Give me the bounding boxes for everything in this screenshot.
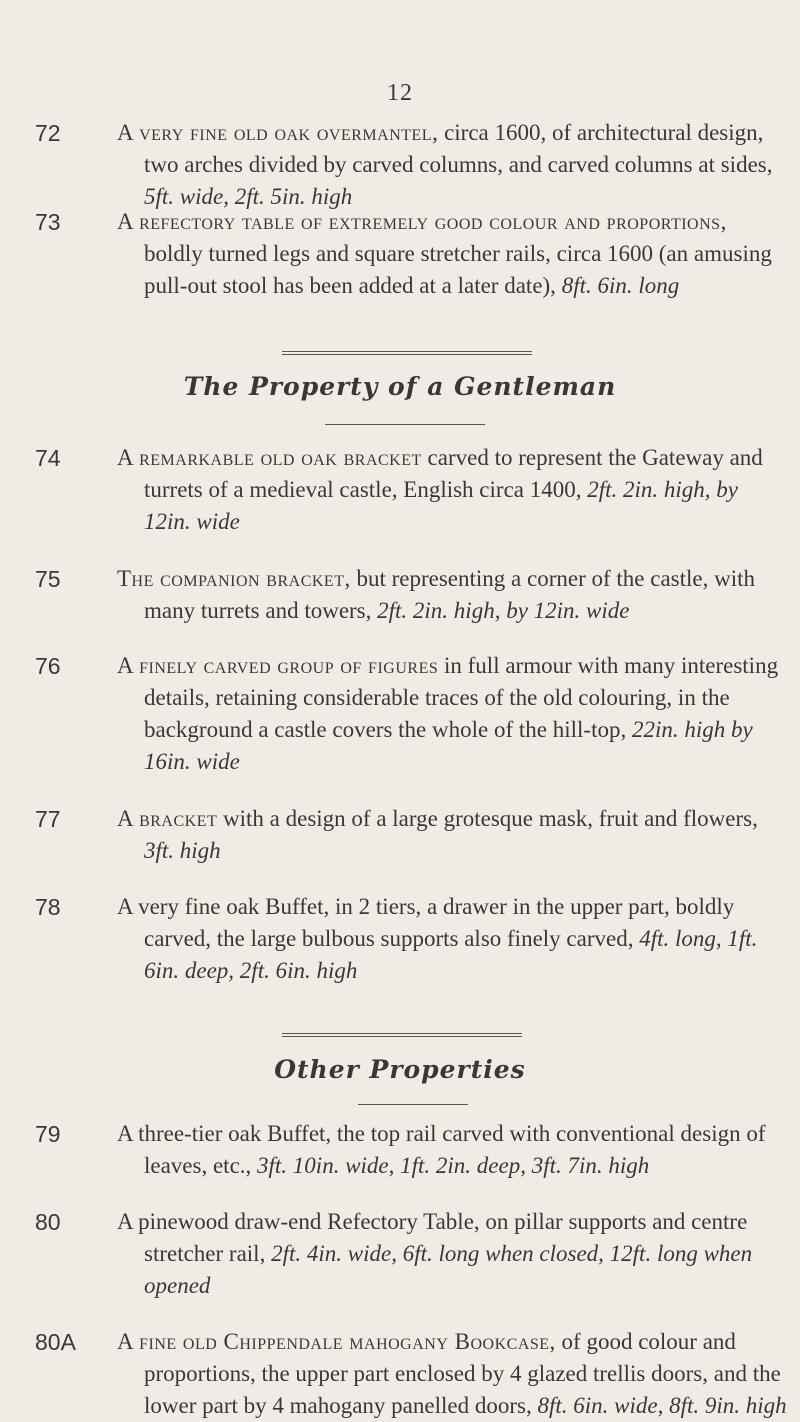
lot-title: A three-tier oak Buffet, (117, 1121, 332, 1146)
lot-description (117, 442, 787, 538)
lot-detail: in 2 tiers, a drawer in the upper part, boldly carved, the large bulbous supports also finely carved, (144, 894, 735, 951)
lot-dimensions: 8ft. 6in. wide, 8ft. 9in. high (531, 1393, 787, 1418)
page-number: 12 (387, 80, 413, 106)
lot-detail: the top rail carved with conventional design of leaves, etc., (144, 1121, 766, 1178)
section-divider (358, 1104, 468, 1105)
lot-number: 76 (35, 653, 61, 679)
lot-detail: circa 1600, of architectural design, two arches divided by carved columns, and carved columns at sides, (144, 120, 773, 177)
lot-title: A very fine old oak overmantel, (117, 120, 439, 145)
lot-description (117, 206, 787, 302)
lot-detail: of good colour and proportions, the upper part enclosed by 4 glazed trellis doors, and the lower part by 4 mahogany panelled doors, (144, 1329, 781, 1418)
lot-detail: with a design of a large grotesque mask, fruit and flowers, (217, 806, 758, 831)
lot-detail: but representing a corner of the castle, with many turrets and towers, (144, 566, 755, 623)
lot-dimensions: 2ft. 2in. high, by 12in. wide (371, 598, 630, 623)
lot-description (117, 650, 787, 778)
section-divider (282, 351, 532, 352)
lot-dimensions: 5ft. wide, 2ft. 5in. high (144, 184, 353, 209)
lot-description (117, 1326, 787, 1422)
lot-detail: boldly turned legs and square stretcher rails, circa 1600 (an amusing pull-out stool has been added at a later date), (144, 241, 772, 298)
lot-description (117, 1206, 787, 1302)
lot-dimensions: 22in. high by 16in. wide (144, 717, 753, 774)
lot-title: A refectory table of extremely good colour and proportions, (117, 209, 727, 234)
lot-number: 77 (35, 806, 61, 832)
lot-description (117, 117, 787, 213)
section-heading: Other Properties (274, 1055, 526, 1084)
lot-detail: in full armour with many interesting details, retaining considerable traces of the old colouring, in the background a castle covers the whole of the hill-top, (144, 653, 779, 742)
lot-dimensions: 4ft. long, 1ft. 6in. deep, 2ft. 6in. high (144, 926, 758, 983)
lot-title: A very fine oak Buffet, (117, 894, 330, 919)
lot-description (117, 803, 787, 867)
lot-number: 78 (35, 894, 61, 920)
section-divider (282, 1033, 522, 1034)
lot-title: A fine old Chippendale mahogany Bookcase, (117, 1329, 556, 1354)
lot-title: A pinewood draw-end Refectory Table, (117, 1209, 480, 1234)
lot-dimensions: 3ft. 10in. wide, 1ft. 2in. deep, 3ft. 7in. high (251, 1153, 650, 1178)
lot-description (117, 563, 787, 627)
lot-description (117, 891, 787, 987)
lot-number: 75 (35, 566, 61, 592)
lot-number: 73 (35, 209, 61, 235)
section-divider (325, 424, 485, 425)
lot-title: The companion bracket, (117, 566, 351, 591)
lot-title: A bracket (117, 806, 218, 831)
lot-title: A remarkable old oak bracket (117, 445, 422, 470)
lot-number: 79 (35, 1121, 61, 1147)
lot-dimensions: 2ft. 4in. wide, 6ft. long when closed, 12ft. long when opened (144, 1241, 753, 1298)
lot-description (117, 1118, 787, 1182)
lot-detail: carved to represent the Gateway and turrets of a medieval castle, English circa 1400, (144, 445, 763, 502)
lot-title: A finely carved group of figures (117, 653, 439, 678)
lot-number: 72 (35, 120, 61, 146)
lot-number: 80A (35, 1329, 76, 1355)
lot-number: 74 (35, 445, 61, 471)
lot-detail: on pillar supports and centre stretcher rail, (144, 1209, 748, 1266)
lot-dimensions: 2ft. 2in. high, by 12in. wide (144, 477, 739, 534)
lot-dimensions: 8ft. 6in. long (555, 273, 680, 298)
lot-number: 80 (35, 1209, 61, 1235)
section-heading: The Property of a Gentleman (183, 372, 617, 401)
lot-dimensions: 3ft. high (144, 838, 221, 863)
